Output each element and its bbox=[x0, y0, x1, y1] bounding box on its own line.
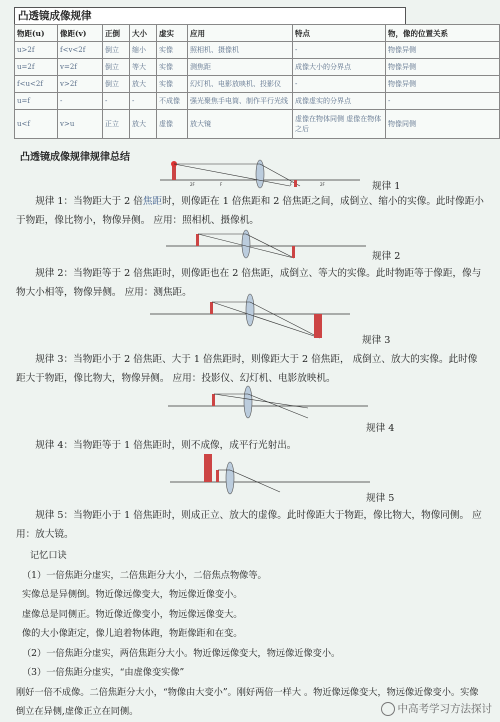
rules-table bbox=[14, 24, 500, 139]
law-text-1a: 规律 1：当物距大于 2 倍 bbox=[35, 196, 143, 207]
law-label-1: 规律 1 bbox=[372, 181, 401, 192]
svg-text:F: F bbox=[290, 182, 293, 187]
table-cell: 物像同侧 bbox=[386, 110, 500, 139]
law-text-1 bbox=[16, 192, 486, 230]
memory-title: 记忆口诀 bbox=[30, 550, 67, 561]
col-header: 物距(u) bbox=[15, 25, 58, 42]
table-cell: 不成像 bbox=[157, 93, 188, 110]
col-header: 大小 bbox=[130, 25, 157, 42]
col-header: 像距(v) bbox=[58, 25, 103, 42]
table-header-row bbox=[15, 25, 500, 42]
table-cell: - bbox=[103, 93, 130, 110]
table-cell: 虚像 bbox=[157, 110, 188, 139]
col-header: 特点 bbox=[293, 25, 386, 42]
watermark bbox=[381, 701, 493, 716]
lens-diagram-2 bbox=[166, 228, 366, 260]
lens-diagram-1 bbox=[160, 158, 360, 190]
table-cell: 强光聚焦手电筒、制作平行光线 bbox=[188, 93, 293, 110]
table-cell: 成像虚实的分界点 bbox=[293, 93, 386, 110]
table-cell: 倒立 bbox=[103, 59, 130, 76]
watermark-text: 中高考学习方法探讨 bbox=[397, 703, 492, 715]
law-label-2: 规律 2 bbox=[372, 251, 401, 262]
table-cell: 放大镜 bbox=[188, 110, 293, 139]
table-cell: 成像大小的分界点 bbox=[293, 59, 386, 76]
lens-diagram-4 bbox=[168, 384, 368, 420]
table-cell: 幻灯机、电影放映机、投影仪 bbox=[188, 76, 293, 93]
table-cell: 倒立 bbox=[103, 42, 130, 59]
memory-section bbox=[16, 546, 486, 722]
table-cell: 实像 bbox=[157, 42, 188, 59]
table-cell: 虚像在物体同侧 虚像在物体之后 bbox=[293, 110, 386, 139]
table-cell: f<u<2f bbox=[15, 76, 58, 93]
table-cell: 缩小 bbox=[130, 42, 157, 59]
table-row bbox=[15, 59, 500, 76]
watermark-icon bbox=[381, 702, 395, 716]
table-cell: - bbox=[293, 76, 386, 93]
table-cell: v=2f bbox=[58, 59, 103, 76]
table-cell: v>2f bbox=[58, 76, 103, 93]
table-cell: 物像异侧 bbox=[386, 59, 500, 76]
table-cell: - bbox=[386, 93, 500, 110]
summary-title: 凸透镜成像规律规律总结 bbox=[20, 152, 130, 163]
memory-line: 实像总是异侧倒。物近像远像变大，物远像近像变小。 bbox=[22, 589, 243, 600]
memory-line: （2）一倍焦距分虚实，两倍焦距分大小。物近像远像变大，物远像近像变小。 bbox=[22, 647, 341, 659]
law-label-3: 规律 3 bbox=[362, 335, 391, 346]
table-row bbox=[15, 42, 500, 59]
lens-diagram-5 bbox=[170, 452, 370, 498]
table-row bbox=[15, 110, 500, 139]
law-text-4: 规律 4：当物距等于 1 倍焦距时，则不成像，成平行光射出。 bbox=[35, 440, 297, 451]
col-header: 正倒 bbox=[103, 25, 130, 42]
table-cell: - bbox=[293, 42, 386, 59]
table-cell: 测焦距 bbox=[188, 59, 293, 76]
svg-text:2F: 2F bbox=[320, 182, 325, 187]
law-text-2: 规律 2：当物距等于 2 倍焦距时，则像距也在 2 倍焦距，成倒立、等大的实像。此时物距等于像距，像与物大小相等，物像异侧。 应用：测焦距。 bbox=[16, 268, 482, 298]
law-text-3: 规律 3：当物距小于 2 倍焦距、大于 1 倍焦距时，则像距大于 2 倍焦距， 成倒立、放大的实像。此时像距大于物距，像比物大，物像异侧。 应用：投影仪、幻灯机、电影放映机。 bbox=[16, 354, 478, 384]
lens-diagram-3 bbox=[150, 292, 350, 340]
table-cell: - bbox=[130, 93, 157, 110]
table-row bbox=[15, 76, 500, 93]
table-cell: 实像 bbox=[157, 59, 188, 76]
table-cell: 放大 bbox=[130, 76, 157, 93]
table-cell: 等大 bbox=[130, 59, 157, 76]
memory-line: （1）一倍焦距分虚实，二倍焦距分大小，二倍焦点物像等。 bbox=[22, 569, 267, 581]
svg-text:2F: 2F bbox=[190, 182, 195, 187]
law-label-5: 规律 5 bbox=[366, 493, 395, 504]
table-cell: u=2f bbox=[15, 59, 58, 76]
table-cell: u<f bbox=[15, 110, 58, 139]
table-cell: 物像异侧 bbox=[386, 42, 500, 59]
table-cell: 物像异侧 bbox=[386, 76, 500, 93]
table-cell: u>2f bbox=[15, 42, 58, 59]
table-cell: u=f bbox=[15, 93, 58, 110]
memory-tail: 刚好一倍不成像。二倍焦距分大小，“物像由大变小”。刚好两倍一样大 。物近像远像变大，物远像近像变小。实像倒立在异侧,虚像正立在同侧。 bbox=[16, 686, 479, 717]
table-cell: f<v<2f bbox=[58, 42, 103, 59]
table-title: 凸透镜成像规律 bbox=[14, 7, 406, 24]
table-cell: 照相机、摄像机 bbox=[188, 42, 293, 59]
col-header: 虚实 bbox=[157, 25, 188, 42]
law-label-4: 规律 4 bbox=[366, 423, 395, 434]
svg-text:F: F bbox=[220, 182, 223, 187]
memory-line: 虚像总是同侧正。物近像近像变小，物远像远像变大。 bbox=[22, 608, 243, 620]
table-cell: - bbox=[58, 93, 103, 110]
law-text-1b: 时，则像距在 1 倍焦距和 2 倍焦距之间，成倒立、缩小的实像。此时像距小于物距，像比物小，物像异侧。 应用：照相机、摄像机。 bbox=[16, 196, 484, 226]
col-header: 物，像的位置关系 bbox=[386, 25, 500, 42]
law-text-5: 规律 5：当物距小于 1 倍焦距时，则成正立、放大的虚像。此时像距大于物距，像比物大，物像同侧。 应用：放大镜。 bbox=[16, 510, 482, 540]
memory-line: （3）一倍焦距分虚实，“由虚像变实像” bbox=[22, 667, 185, 678]
table-cell: 实像 bbox=[157, 76, 188, 93]
table-cell: v>u bbox=[58, 110, 103, 139]
memory-line: 像的大小像距定，像儿追着物体跑，物距像距和在变。 bbox=[22, 628, 243, 639]
table-cell: 正立 bbox=[103, 110, 130, 139]
rules-table-block bbox=[14, 7, 448, 139]
table-row bbox=[15, 93, 500, 110]
col-header: 应用 bbox=[188, 25, 293, 42]
law-text-1-highlight: 焦距 bbox=[142, 196, 163, 207]
table-cell: 放大 bbox=[130, 110, 157, 139]
table-cell: 倒立 bbox=[103, 76, 130, 93]
